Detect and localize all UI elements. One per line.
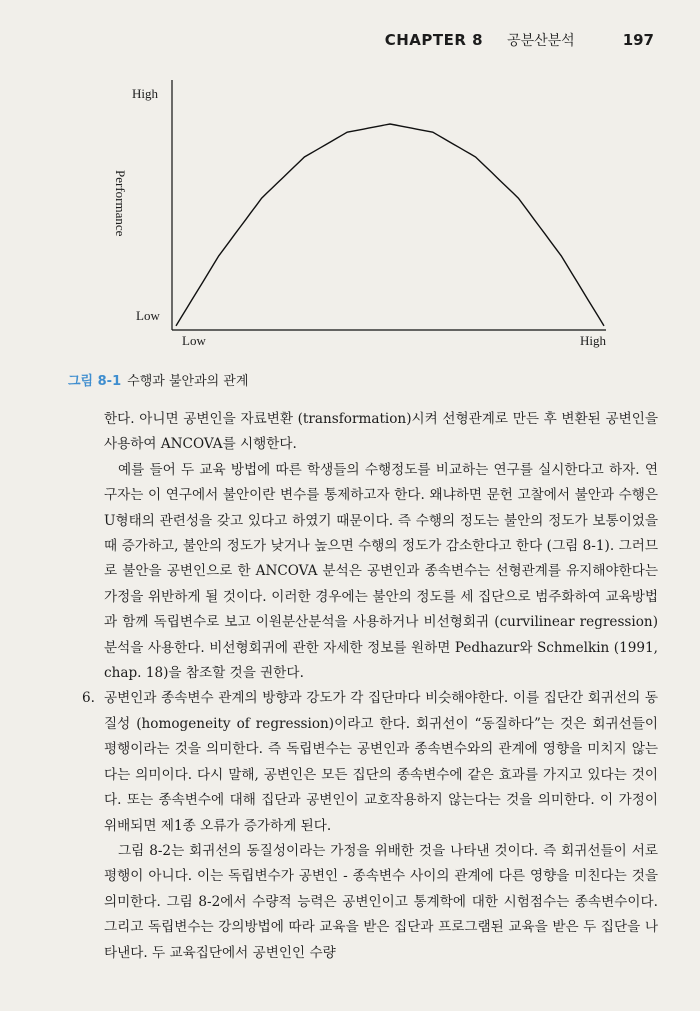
x-tick-high: High — [580, 333, 606, 348]
page-number: 197 — [622, 31, 654, 49]
chapter-label: CHAPTER 8 — [384, 31, 484, 49]
paragraph-example: 예를 들어 두 교육 방법에 따른 학생들의 수행정도를 비교하는 연구를 실시한다고 하자. 연구자는 이 연구에서 불안이란 변수를 통제하고자 한다. 왜냐하면 문헌 고찰에서 불안과 수행은 U형태의 관련성을 갖고 있다고 하였기 때문이다. 즉 수행의 정도는 불안의 정도가 보통이었을 때 증가하고, 불안의 정도가 낮거나 높으면 수행의 정도가 감소한다고 한다 (그림 8-1). 그러므로 불안을 공변인으로 한 ANCOVA 분석은 공변인과 종속변수는 선형관계를 유지해야한다는 가정을 위반하게 될 것이다. 이러한 경우에는 불안의 정도를 세 집단으로 범주화하여 교육방법과 함께 독립변수로 보고 이원분산분석을 사용하거나 비선형회귀 (curvilinear regression)분석을 사용한다. 비선형회귀에 관한 자세한 정보를 원하면 Pedhazur와 Schmelkin (1991, chap. 18)을 참조할 것을 권한다. — [104, 461, 658, 682]
caption-text: 수행과 불안과의 관계 — [127, 374, 249, 389]
y-tick-high: High — [132, 86, 158, 101]
y-tick-low: Low — [136, 308, 160, 323]
chapter-title: 공분산분석 — [507, 33, 575, 49]
body-text — [82, 407, 658, 966]
x-tick-low: Low — [182, 333, 206, 348]
performance-curve-chart — [96, 72, 626, 372]
figure-caption — [68, 370, 248, 389]
list-item-6 — [82, 686, 658, 838]
inverted-u-curve — [176, 124, 604, 326]
list-item-text: 공변인과 종속변수 관계의 방향과 강도가 각 집단마다 비슷해야한다. 이를 집단간 회귀선의 동질성 (homogeneity of regression)이라고 한다. 회귀선이 “동질하다”는 것은 회귀선들이 평행이라는 것을 의미한다. 즉 독립변수는 공변인과 종속변수와의 관계에 영향을 미치지 않는다는 의미이다. 다시 말해, 공변인은 모든 집단의 종속변수에 같은 효과를 가지고 있다는 것이다. 또는 종속변수에 대해 집단과 공변인이 교호작용하지 않는다는 것을 의미한다. 이 가정이 위배되면 제1종 오류가 증가하게 된다. — [104, 690, 658, 834]
paragraph-figure-8-2: 그림 8-2는 회귀선의 동질성이라는 가정을 위배한 것을 나타낸 것이다. 즉 회귀선들이 서로 평행이 아니다. 이는 독립변수가 공변인 - 종속변수 사이의 관계에 다른 영향을 미친다는 것을 의미한다. 그림 8-2에서 수량적 능력은 공변인이고 통계학에 대한 시험점수는 종속변수이다. 그리고 독립변수는 강의방법에 따라 교육을 받은 집단과 프로그램된 교육을 받은 두 집단을 나타낸다. 두 교육집단에서 공변인인 수량 — [104, 842, 658, 961]
running-header — [385, 30, 654, 50]
figure-8-1 — [96, 72, 626, 372]
paragraph-continued: 한다. 아니면 공변인을 자료변환 (transformation)시켜 선형관계로 만든 후 변환된 공변인을 사용하여 ANCOVA를 시행한다. — [104, 411, 658, 453]
caption-number: 그림 8-1 — [68, 374, 122, 389]
list-item-number: 6. — [82, 690, 95, 707]
y-axis-label: Performance — [113, 170, 128, 237]
